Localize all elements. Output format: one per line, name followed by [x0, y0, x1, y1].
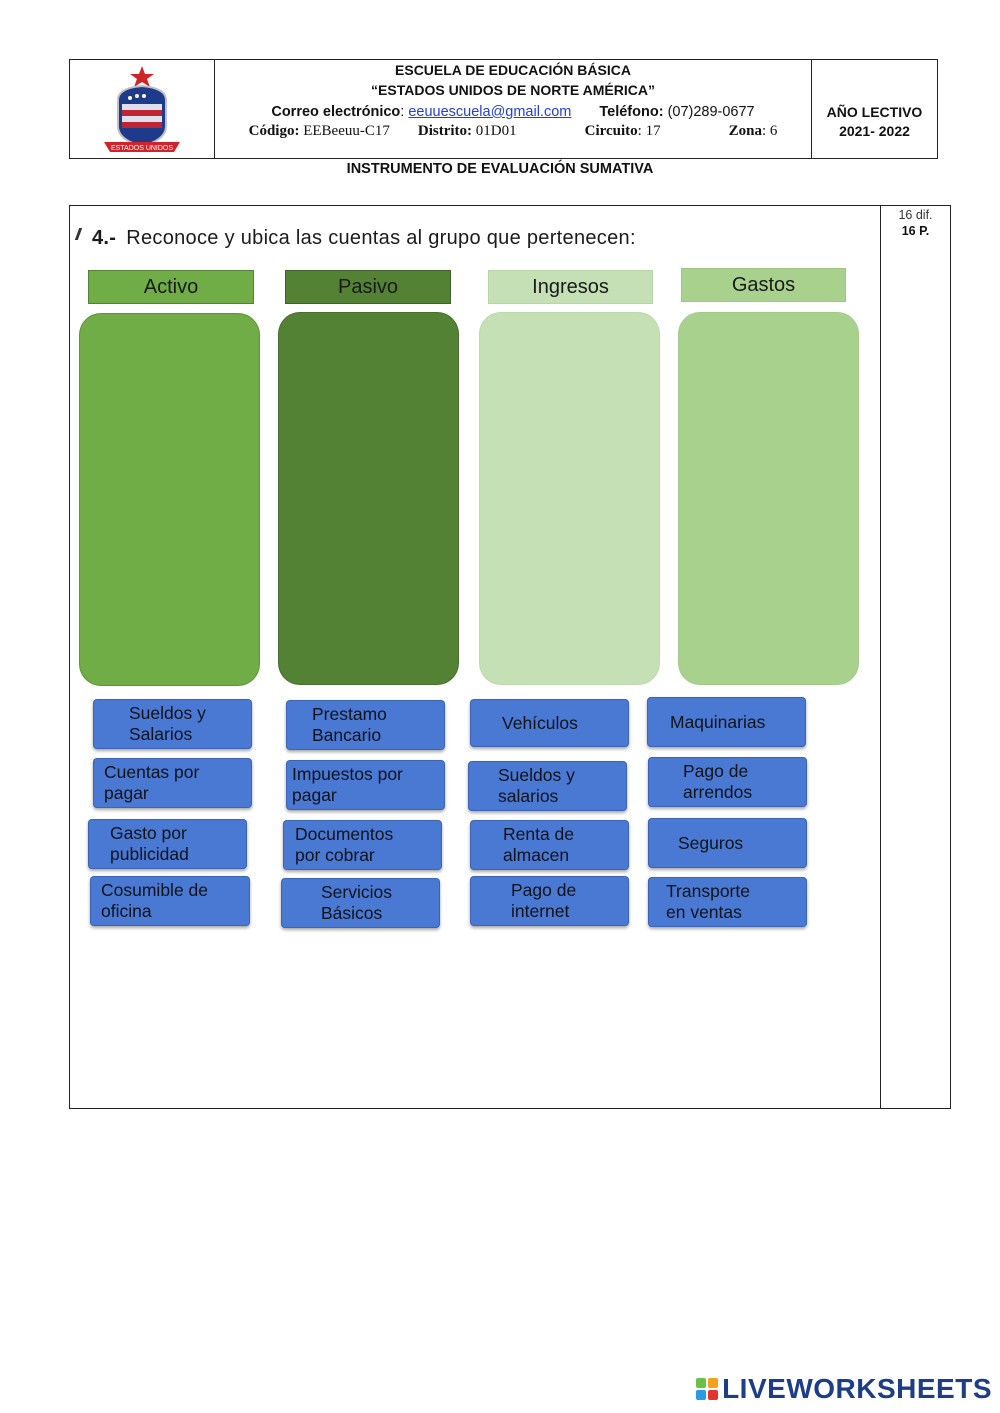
draggable-card-sueldos-salarios-2[interactable]: Sueldos y salarios [468, 761, 627, 811]
draggable-card-documentos-por-cobrar[interactable]: Documentos por cobrar [283, 820, 442, 870]
drop-zone-pasivo[interactable] [278, 312, 459, 685]
circuit-value: 17 [645, 123, 661, 139]
codes-line: Código: EEBeeuu-C17 Distrito: 01D01 Circuito: 17 Zona: 6 [248, 123, 778, 139]
liveworksheets-logo [696, 1373, 992, 1405]
category-header-ingresos: Ingresos [488, 270, 653, 304]
drop-zone-ingresos[interactable] [479, 312, 660, 685]
draggable-card-pago-arrendos[interactable]: Pago de arrendos [648, 757, 807, 807]
draggable-card-transporte-ventas[interactable]: Transporte en ventas [648, 877, 807, 927]
code-value: EEBeeuu-C17 [303, 123, 390, 139]
question-number: 4.- [92, 227, 117, 249]
points-text: 16 P. [901, 224, 930, 238]
code-label: Código: [248, 123, 300, 139]
draggable-card-maquinarias[interactable]: Maquinarias [647, 697, 806, 747]
school-year [812, 60, 937, 158]
phone-value: (07)289-0677 [667, 104, 755, 120]
page-subtitle: INSTRUMENTO DE EVALUACIÓN SUMATIVA [346, 161, 654, 177]
category-header-gastos: Gastos [681, 268, 846, 302]
category-header-pasivo: Pasivo [285, 270, 451, 304]
year-label: AÑO LECTIVO [826, 104, 923, 120]
zone-label: Zona [728, 123, 762, 139]
circuit-label: Circuito [584, 123, 638, 139]
difficulty-text: 16 dif. [898, 208, 933, 222]
year-value: 2021- 2022 [839, 123, 910, 139]
draggable-card-vehiculos[interactable]: Vehículos [470, 699, 629, 747]
school-logo-icon [70, 60, 215, 160]
phone-label: Teléfono: [599, 104, 664, 120]
liveworksheets-blocks-icon [696, 1378, 718, 1400]
draggable-card-servicios-basicos[interactable]: Servicios Básicos [281, 878, 440, 928]
zone-value: 6 [769, 123, 778, 139]
school-info [215, 60, 812, 158]
draggable-card-pago-internet[interactable]: Pago de internet [470, 876, 629, 926]
score-cell [881, 208, 950, 238]
category-header-activo: Activo [88, 270, 254, 304]
district-label: Distrito: [417, 123, 473, 139]
email-label: Correo electrónico [271, 104, 401, 120]
draggable-card-prestamo-bancario[interactable]: Prestamo Bancario [286, 700, 445, 750]
draggable-card-gasto-publicidad[interactable]: Gasto por publicidad [88, 819, 247, 869]
draggable-card-sueldos-salarios-1[interactable]: Sueldos y Salarios [93, 699, 252, 749]
score-divider [880, 206, 881, 1108]
draggable-card-cosumible-oficina[interactable]: Cosumible de oficina [90, 876, 250, 926]
school-name: “ESTADOS UNIDOS DE NORTE AMÉRICA” [371, 82, 655, 98]
header-table [69, 59, 938, 159]
draggable-card-renta-almacen[interactable]: Renta de almacen [470, 820, 629, 870]
draggable-card-seguros[interactable]: Seguros [648, 818, 807, 868]
draggable-card-impuestos-por-pagar[interactable]: Impuestos por pagar [286, 760, 445, 810]
school-type: ESCUELA DE EDUCACIÓN BÁSICA [395, 62, 631, 78]
draggable-card-cuentas-por-pagar[interactable]: Cuentas por pagar [93, 758, 252, 808]
email-link[interactable]: eeuuescuela@gmail.com [408, 104, 572, 120]
question-text: Reconoce y ubica las cuentas al grupo que pertenecen: [126, 227, 636, 249]
contact-line: Correo electrónico: eeuuescuela@gmail.com Teléfono: (07)289-0677 [271, 104, 755, 120]
brand-text: LIVEWORKSHEETS [722, 1373, 992, 1404]
question-instruction [77, 227, 636, 250]
logo-text: ESTADOS UNIDOS [110, 145, 174, 152]
drop-zone-gastos[interactable] [678, 312, 859, 685]
drop-zone-activo[interactable] [79, 313, 260, 686]
logo-cell [70, 60, 215, 158]
district-value: 01D01 [475, 123, 517, 139]
